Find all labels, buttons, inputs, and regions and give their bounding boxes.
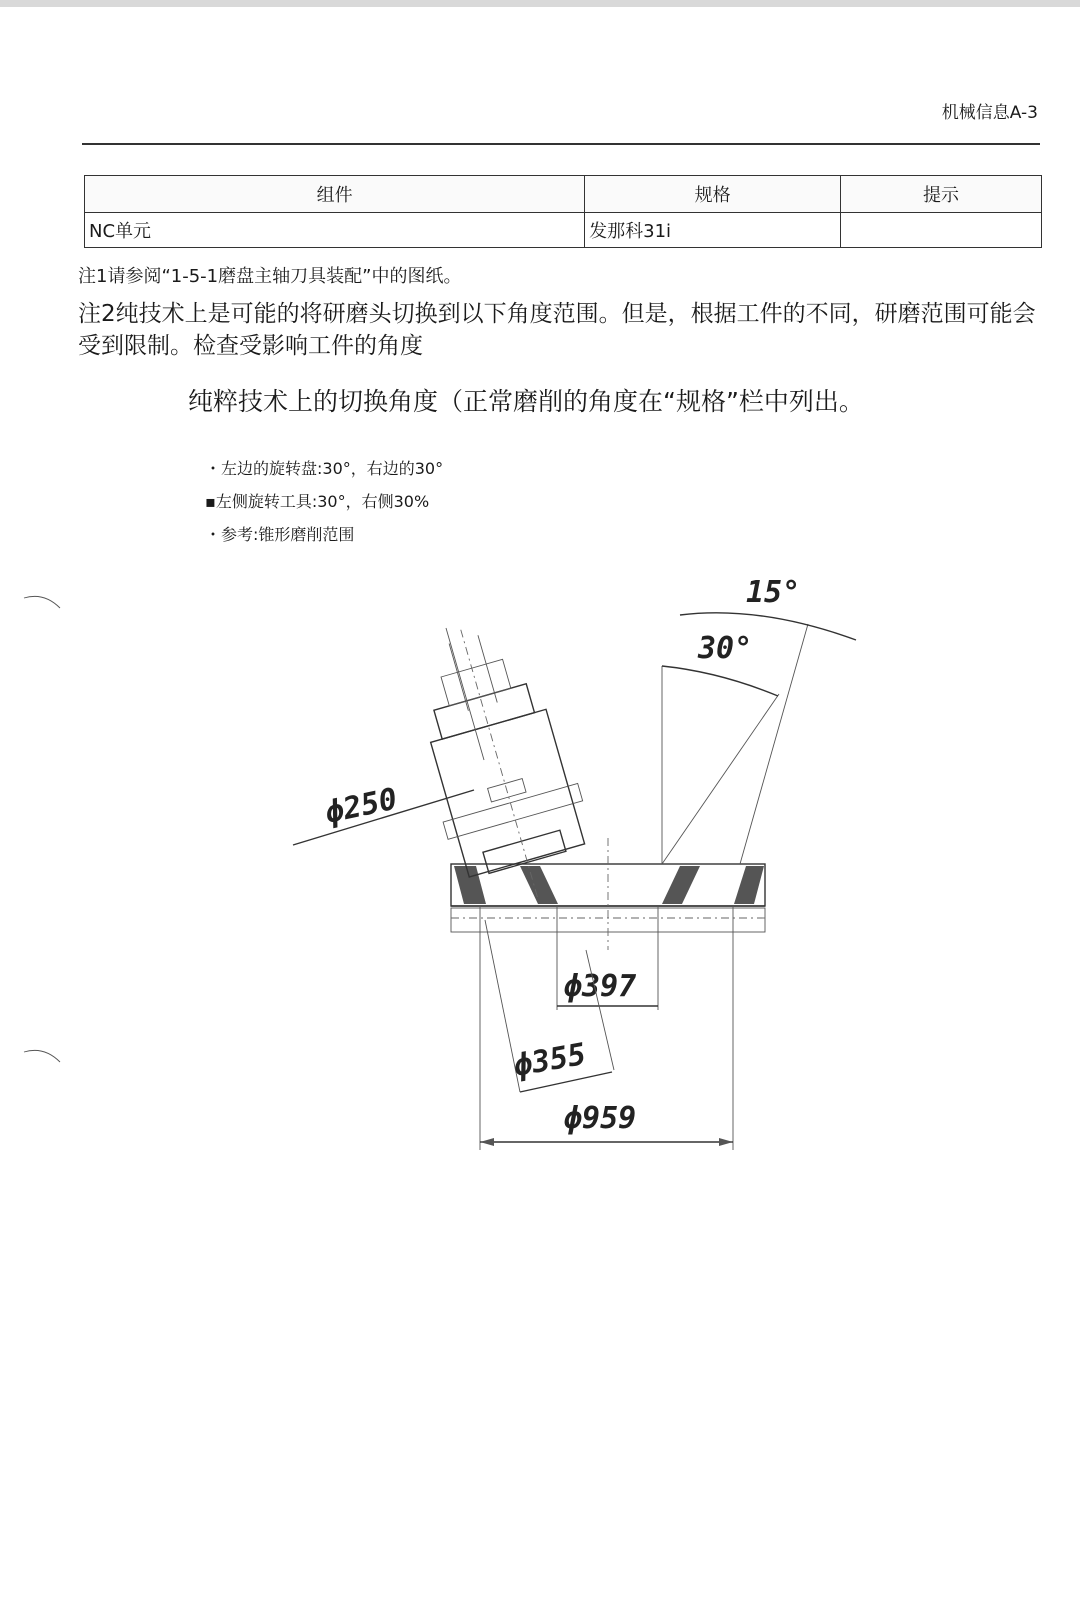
page-code: 机械信息A-3 bbox=[941, 103, 1038, 123]
table-base bbox=[451, 838, 765, 950]
table-header-hint: 提示 bbox=[841, 176, 1042, 213]
angle-30-arc bbox=[662, 666, 778, 696]
dim-250-label: ϕ250 bbox=[322, 781, 401, 831]
note-2: 注2纯技术上是可能的将研磨头切换到以下角度范围。但是，根据工件的不同，研磨范围可能会受到限制。检查受影响工件的角度 bbox=[78, 301, 1036, 359]
section-heading: 纯粹技术上的切换角度（正常磨削的角度在“规格”栏中列出。 bbox=[188, 387, 864, 416]
table-header-spec: 规格 bbox=[585, 176, 841, 213]
angle-15-label: 15° bbox=[746, 575, 801, 610]
punch-mark bbox=[24, 596, 60, 608]
punch-mark bbox=[24, 1050, 60, 1062]
angle-30-line bbox=[662, 694, 779, 864]
list-item: ▪左侧旋转工具:30°，右侧30% bbox=[205, 492, 430, 511]
wheel-hatch bbox=[454, 866, 764, 904]
list-item: ・参考:锥形磨削范围 bbox=[205, 525, 355, 544]
note-1: 注1请参阅“1-5-1磨盘主轴刀具装配”中的图纸。 bbox=[78, 266, 462, 287]
angle-30-label: 30° bbox=[698, 631, 753, 666]
table-cell-spec: 发那科31i bbox=[585, 213, 841, 248]
dim-959-label: ϕ959 bbox=[564, 1101, 637, 1136]
list-item: ・左边的旋转盘:30°，右边的30° bbox=[205, 459, 444, 478]
table-header-component: 组件 bbox=[85, 176, 585, 213]
dim-355-label: ϕ355 bbox=[511, 1036, 589, 1084]
dim-397-label: ϕ397 bbox=[564, 969, 637, 1004]
table-cell-component: NC单元 bbox=[85, 213, 585, 248]
grinding-head bbox=[393, 610, 605, 918]
head-axis-line bbox=[446, 628, 484, 760]
